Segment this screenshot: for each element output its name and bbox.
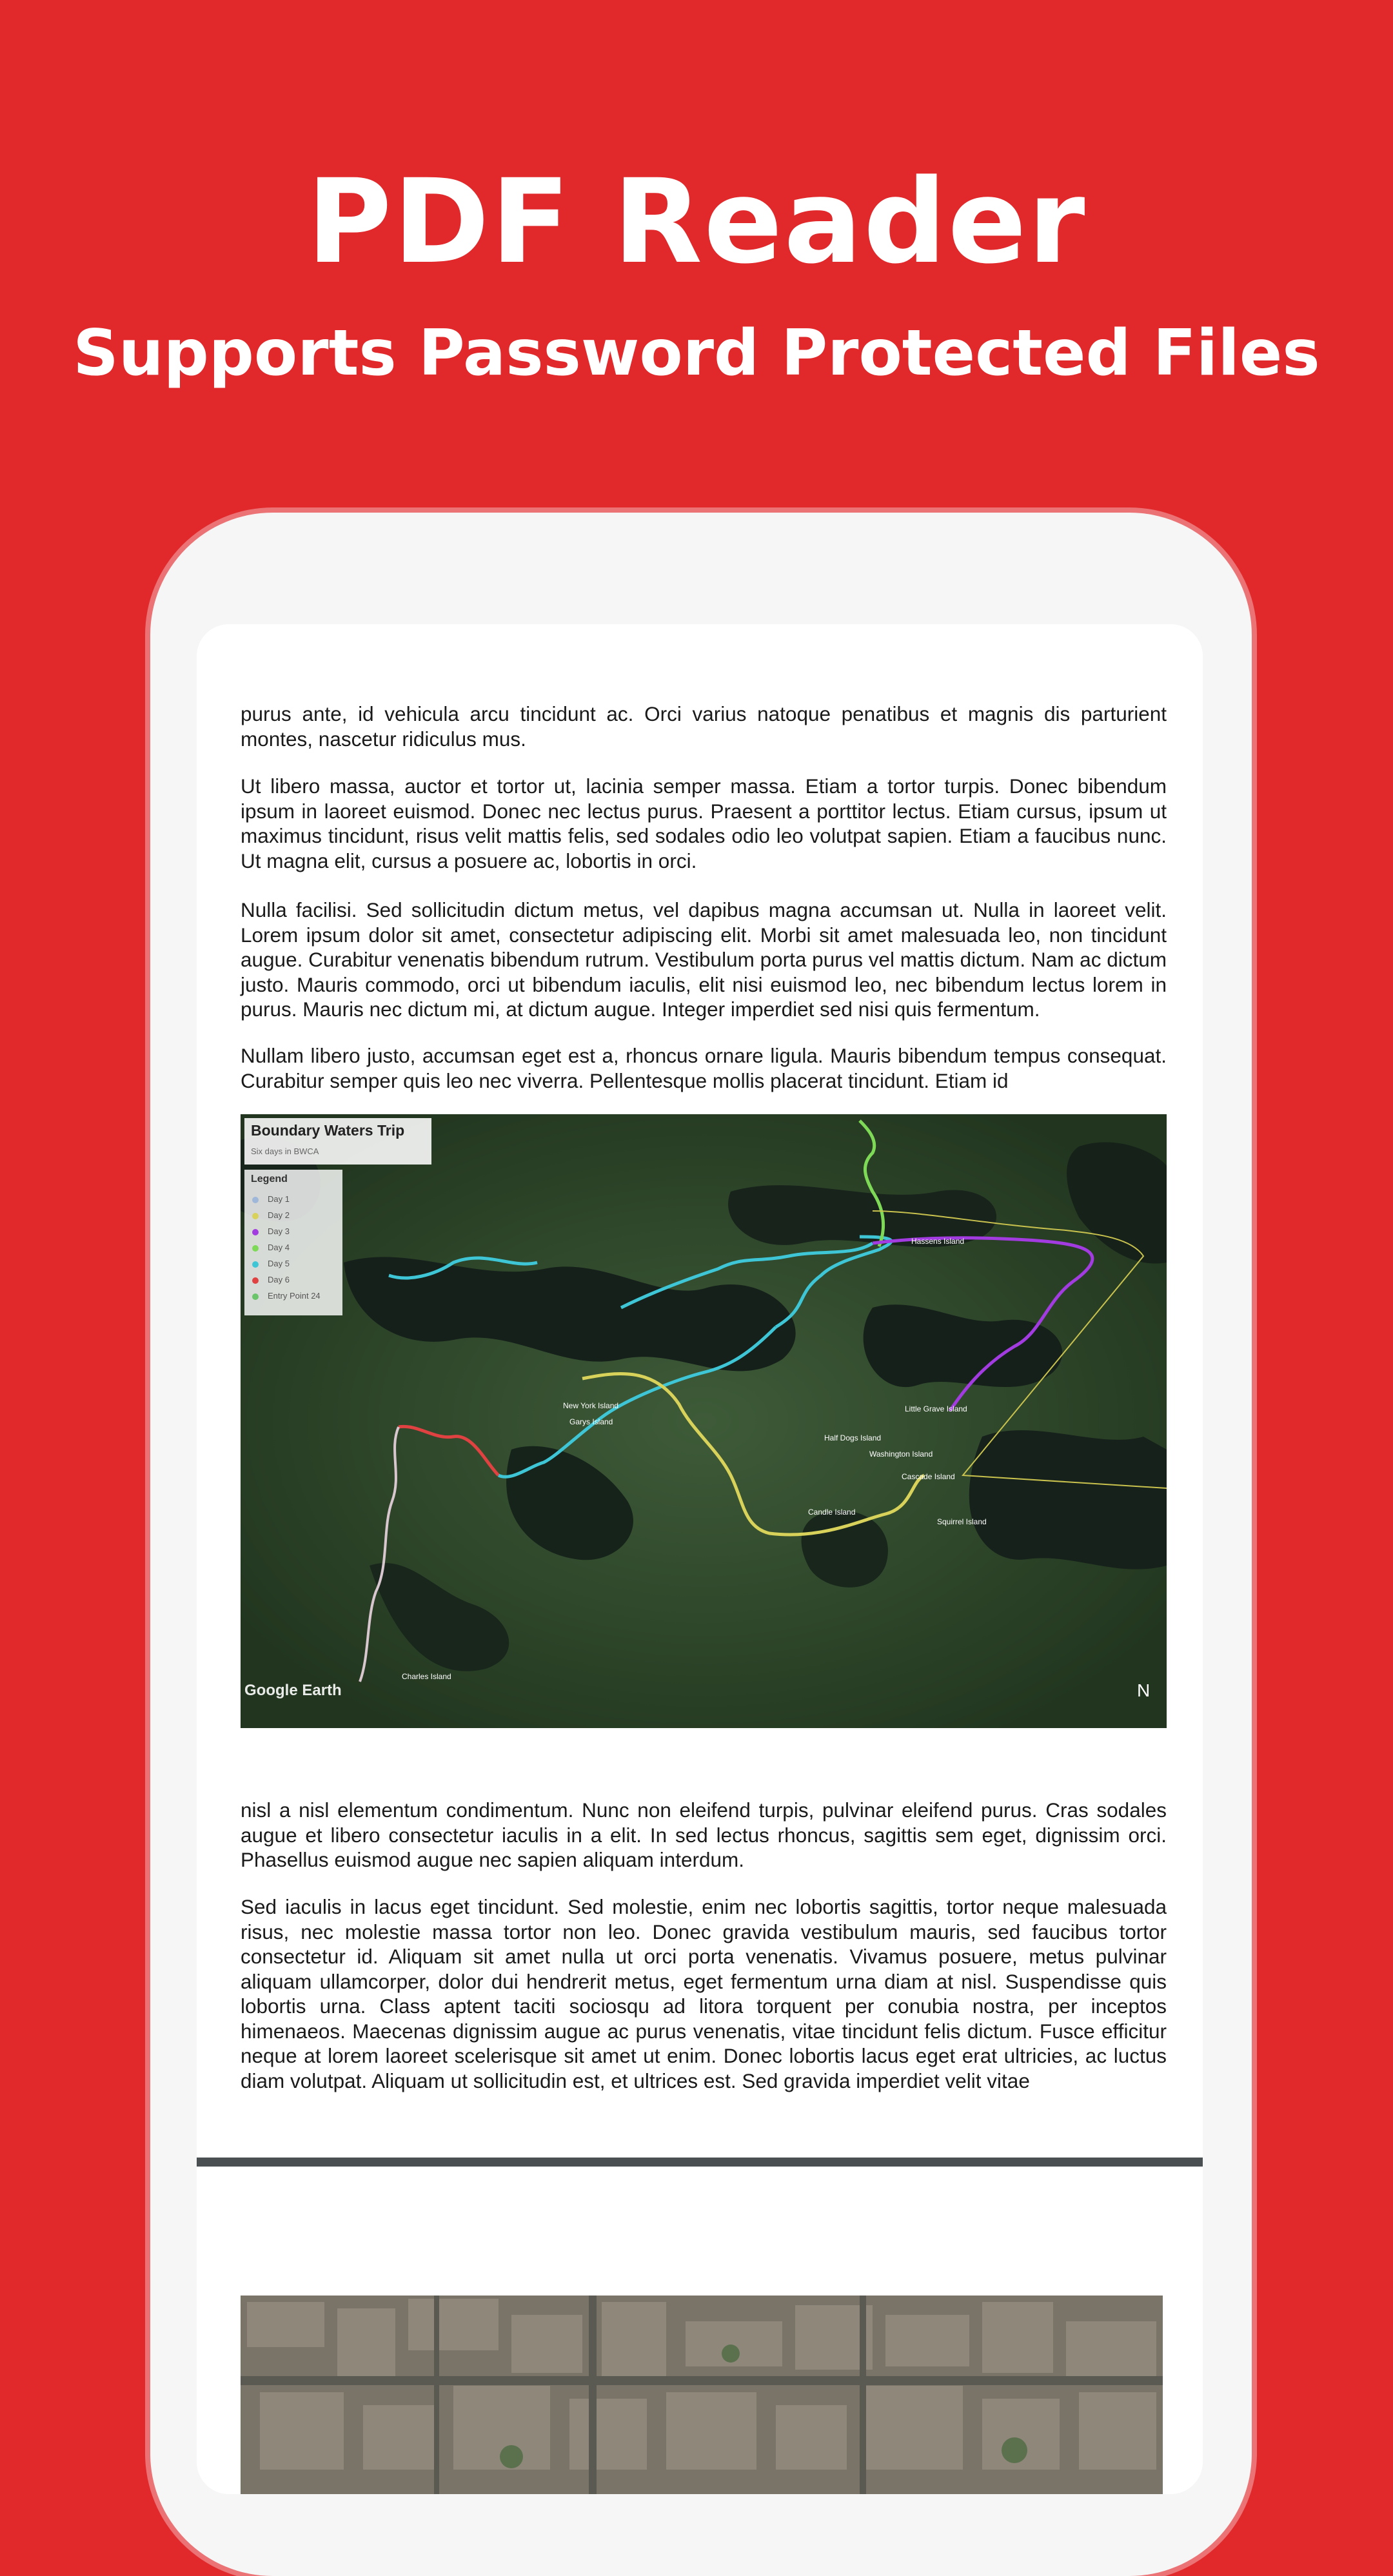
- route-icon: [252, 1197, 259, 1203]
- legend-label: Day 1: [268, 1194, 290, 1204]
- route-icon: [252, 1293, 259, 1300]
- legend-item: [252, 1275, 290, 1284]
- route-icon: [252, 1245, 259, 1252]
- paragraph: Nullam libero justo, accumsan eget est a, rhoncus ornare ligula. Mauris bibendum tempus consequat. Curabitur semper quis leo nec viverra. Pellentesque mollis placerat tincidunt. Etiam id: [241, 1044, 1167, 1092]
- place-label: Garys Island: [569, 1417, 613, 1426]
- map-title: Boundary Waters Trip: [251, 1122, 405, 1139]
- legend-label: Day 5: [268, 1259, 290, 1268]
- map-title-box: [244, 1118, 431, 1165]
- route-icon: [252, 1229, 259, 1235]
- legend-item: [252, 1194, 290, 1204]
- legend-label: Day 6: [268, 1275, 290, 1284]
- legend-item: [252, 1243, 290, 1252]
- page-divider: [197, 2158, 1203, 2167]
- google-earth-watermark: Google Earth: [244, 1682, 342, 1699]
- paragraph: Sed iaculis in lacus eget tincidunt. Sed molestie, enim nec lobortis sagittis, tortor neque malesuada risus, nec molestie massa tortor non leo. Donec gravida vestibulum mauris, sed faucibus tortor consectetur id. Aliquam sit amet nulla ut orci porta venenatis. Vivamus posuere, metus pulvinar aliquam ullamcorper, dolor dui hendrerit metus, eget fermentum urna diam at nisl. Suspendisse quis lobortis urna. Class aptent taciti sociosqu ad litora torquent per conubia nostra, per inceptos himenaeos. Maecenas dignissim augue ac purus venenatis, vitae tincidunt felis dictum. Fusce efficitur neque at lorem laoreet scelerisque sit amet ut enim. Donec lobortis lacus eget erat ultricies, ac luctus diam volutpat. Aliquam ut sollicitudin est, et ultrices est. Sed gravida imperdiet velit vitae: [241, 1895, 1167, 2092]
- page-title: PDF Reader: [306, 155, 1087, 290]
- legend-title: Legend: [251, 1174, 288, 1185]
- pdf-viewer-screen[interactable]: [197, 624, 1203, 2494]
- paragraph: nisl a nisl elementum condimentum. Nunc non eleifend turpis, pulvinar eleifend purus. Cras sodales augue et libero consectetur iaculis in a elit. In sed lectus rhoncus, sagittis sem eget, dignissim orci. Phasellus euismod augue nec sapien aliquam interdum.: [241, 1798, 1167, 1871]
- legend-item: [252, 1210, 290, 1220]
- route-icon: [252, 1213, 259, 1219]
- route-icon: [252, 1277, 259, 1284]
- place-label: Hassens Island: [911, 1237, 965, 1246]
- legend-label: Day 4: [268, 1243, 290, 1252]
- place-label: Washington Island: [869, 1450, 933, 1459]
- legend-item: [252, 1259, 290, 1268]
- place-label: Candle Island: [808, 1508, 856, 1517]
- legend-item: [252, 1291, 321, 1301]
- place-label: New York Island: [563, 1401, 619, 1410]
- place-label: Cascade Island: [902, 1472, 955, 1481]
- page-subtitle: Supports Password Protected Files: [73, 317, 1320, 390]
- paragraph: Nulla facilisi. Sed sollicitudin dictum metus, vel dapibus magna accumsan ut. Nulla in laoreet velit. Lorem ipsum dolor sit amet, consectetur adipiscing elit. Morbi sit amet malesuada leo, non tincidunt augue. Curabitur venenatis bibendum rutrum. Vestibulum porta purus vel mattis dictum. Nam ac dictum justo. Mauris commodo, orci ut bibendum iaculis, elit nisi euismod leo, nec bibendum lectus lorem in purus. Mauris nec dictum mi, at dictum augue. Integer imperdiet sed nisi quis fermentum.: [241, 898, 1167, 1021]
- route-icon: [252, 1261, 259, 1268]
- legend-label: Day 2: [268, 1210, 290, 1220]
- pdf-page-1[interactable]: [197, 624, 1203, 2158]
- compass-icon: N: [1137, 1680, 1151, 1700]
- aerial-city-image: [241, 2296, 1163, 2494]
- pdf-page-2[interactable]: [197, 2167, 1203, 2494]
- aerial-texture: [241, 2296, 1163, 2494]
- map-legend: [244, 1170, 342, 1315]
- map-terrain: [241, 1114, 1167, 1728]
- map-image: [241, 1114, 1167, 1728]
- paragraph: Ut libero massa, auctor et tortor ut, lacinia semper massa. Etiam a tortor turpis. Donec bibendum ipsum in laoreet euismod. Donec nec lectus purus. Praesent a porttitor lectus. Etiam cursus, ipsum ut maximus tincidunt, risus velit mattis felis, sed sodales odio leo volutpat sapien. Etiam a faucibus nunc. Ut magna elit, cursus a posuere ac, lobortis in orci.: [241, 774, 1167, 872]
- legend-label: Entry Point 24: [268, 1291, 321, 1301]
- legend-item: [252, 1226, 290, 1236]
- legend-label: Day 3: [268, 1226, 290, 1236]
- map-subtitle: Six days in BWCA: [251, 1146, 319, 1156]
- paragraph: purus ante, id vehicula arcu tincidunt ac. Orci varius natoque penatibus et magnis dis parturient montes, nascetur ridiculus mus.: [241, 702, 1167, 751]
- place-label: Little Grave Island: [905, 1404, 967, 1413]
- place-label: Half Dogs Island: [824, 1433, 882, 1442]
- place-label: Squirrel Island: [937, 1517, 987, 1526]
- place-label: Charles Island: [402, 1672, 451, 1681]
